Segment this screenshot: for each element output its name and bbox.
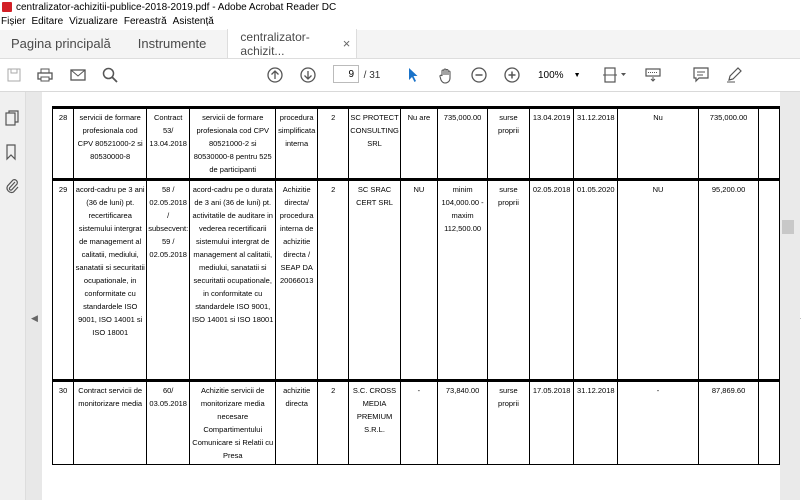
tab-bar bbox=[0, 30, 800, 59]
cell-total: 735,000.00 bbox=[698, 108, 758, 180]
pen-icon[interactable] bbox=[725, 65, 743, 85]
cell-procedura: procedura simplificata interna bbox=[276, 108, 318, 180]
zoom-in-icon[interactable] bbox=[503, 65, 521, 85]
search-icon[interactable] bbox=[101, 65, 119, 85]
cell-empty bbox=[759, 180, 780, 381]
tab-document[interactable] bbox=[227, 29, 357, 58]
email-icon[interactable] bbox=[69, 65, 87, 85]
tab-document-label: centralizator-achizit... bbox=[240, 29, 310, 58]
cell-nr: 30 bbox=[53, 381, 74, 465]
cell-empty bbox=[759, 108, 780, 180]
cell-nr-oferte: 2 bbox=[318, 108, 349, 180]
cell-subcontract: - bbox=[400, 381, 437, 465]
cell-ofertant: SC SRAC CERT SRL bbox=[349, 180, 401, 381]
cell-subcontract: Nu are bbox=[400, 108, 437, 180]
cell-descriere: acord-cadru pe o durata de 3 ani (36 de luni) pt. activitatile de auditare in vederea recertificarii sistemului intergrat de management al calitatii, mediului, sanatatii si securitatii ocupationale, in conformitate cu standardele ISO 9001, ISO 14001 si ISO 18001 bbox=[190, 180, 276, 381]
cell-valoare: 735,000.00 bbox=[437, 108, 487, 180]
page-total: / 31 bbox=[363, 69, 381, 81]
cell-end-date: 31.12.2018 bbox=[574, 381, 618, 465]
cell-contract: 58 / 02.05.2018 / subsecvent: 59 / 02.05.2018 bbox=[147, 180, 190, 381]
collapse-left-panel-icon[interactable]: ◀ bbox=[31, 313, 38, 323]
attachment-icon[interactable] bbox=[5, 178, 21, 194]
pdf-page bbox=[42, 92, 780, 500]
cell-extra: NU bbox=[618, 180, 699, 381]
vertical-scrollbar[interactable] bbox=[780, 92, 800, 500]
cell-end-date: 31.12.2018 bbox=[574, 108, 618, 180]
page-up-icon[interactable] bbox=[266, 65, 284, 85]
menu-help[interactable]: Asistență bbox=[172, 16, 214, 27]
cell-nr: 29 bbox=[53, 180, 74, 381]
cell-sursa: surse proprii bbox=[488, 180, 530, 381]
cell-sursa: surse proprii bbox=[488, 108, 530, 180]
cell-end-date: 01.05.2020 bbox=[574, 180, 618, 381]
menu-view[interactable]: Vizualizare bbox=[69, 16, 118, 27]
pages-icon[interactable] bbox=[5, 110, 21, 126]
cell-extra: Nu bbox=[618, 108, 699, 180]
fit-page-icon[interactable] bbox=[602, 65, 628, 85]
bookmark-icon[interactable] bbox=[5, 144, 21, 160]
tab-home[interactable]: Pagina principală bbox=[11, 36, 111, 51]
page-number-input[interactable]: 9 bbox=[333, 65, 359, 83]
cell-total: 95,200.00 bbox=[698, 180, 758, 381]
acrobat-app-icon bbox=[2, 2, 12, 12]
cell-ofertant: S.C. CROSS MEDIA PREMIUM S.R.L. bbox=[349, 381, 401, 465]
cell-start-date: 02.05.2018 bbox=[529, 180, 574, 381]
comment-icon[interactable] bbox=[692, 65, 710, 85]
cell-extra: - bbox=[618, 381, 699, 465]
table-row bbox=[53, 381, 780, 465]
cell-valoare: 73,840.00 bbox=[437, 381, 487, 465]
page-down-icon[interactable] bbox=[299, 65, 317, 85]
toolbar bbox=[0, 59, 800, 92]
cell-contract: 60/ 03.05.2018 bbox=[147, 381, 190, 465]
keyboard-icon[interactable] bbox=[644, 65, 662, 85]
zoom-out-icon[interactable] bbox=[470, 65, 488, 85]
cell-procedura: Achizitie directa/ procedura interna de achizitie directa / SEAP DA 20066013 bbox=[276, 180, 318, 381]
tab-tools[interactable]: Instrumente bbox=[137, 36, 207, 51]
hand-icon[interactable] bbox=[437, 65, 455, 85]
cell-nr-oferte: 2 bbox=[318, 381, 349, 465]
cell-contract: Contract 53/ 13.04.2018 bbox=[147, 108, 190, 180]
cell-subcontract: NU bbox=[400, 180, 437, 381]
cell-obiect: acord-cadru pe 3 ani (36 de luni) pt. recertificarea sistemului intergrat de management al calitatii, mediului, sanatatii si securitatii ocupationale, in conformitate cu standardele ISO 9001, ISO 14001 si ISO 18001 bbox=[74, 180, 147, 381]
cell-ofertant: SC PROTECT CONSULTING SRL bbox=[349, 108, 401, 180]
select-cursor-icon[interactable] bbox=[405, 65, 421, 85]
cell-descriere: servicii de formare profesionala cod CPV 80521000-2 si 80530000-8 pentru 525 de participanti bbox=[190, 108, 276, 180]
zoom-value: 100% bbox=[538, 69, 564, 81]
print-icon[interactable] bbox=[36, 65, 54, 85]
cell-nr: 28 bbox=[53, 108, 74, 180]
title-bar bbox=[0, 0, 800, 14]
cell-valoare: minim 104,000.00 - maxim 112,500.00 bbox=[437, 180, 487, 381]
close-tab-icon[interactable]: × bbox=[342, 36, 351, 51]
menu-file[interactable]: Fișier bbox=[1, 16, 26, 27]
cell-sursa: surse proprii bbox=[488, 381, 530, 465]
table-row bbox=[53, 108, 780, 180]
procurement-table bbox=[52, 106, 780, 465]
menu-edit[interactable]: Editare bbox=[31, 16, 64, 27]
left-nav-panel bbox=[0, 92, 26, 500]
cell-procedura: achizitie directa bbox=[276, 381, 318, 465]
cell-empty bbox=[759, 381, 780, 465]
save-icon[interactable] bbox=[6, 65, 22, 85]
menu-window[interactable]: Fereastră bbox=[123, 16, 167, 27]
scrollbar-thumb[interactable] bbox=[782, 220, 794, 234]
cell-total: 87,869.60 bbox=[698, 381, 758, 465]
chevron-down-icon: ▼ bbox=[573, 71, 581, 79]
menu-bar bbox=[0, 14, 800, 29]
cell-start-date: 17.05.2018 bbox=[529, 381, 574, 465]
table-row bbox=[53, 180, 780, 381]
window-title: centralizator-achizitii-publice-2018-2019.pdf - Adobe Acrobat Reader DC bbox=[16, 1, 337, 13]
cell-start-date: 13.04.2019 bbox=[529, 108, 574, 180]
zoom-select[interactable] bbox=[538, 65, 586, 85]
cell-obiect: Contract servicii de monitorizare media bbox=[74, 381, 147, 465]
cell-obiect: servicii de formare profesionala cod CPV 80521000-2 si 80530000-8 bbox=[74, 108, 147, 180]
cell-descriere: Achizitie servicii de monitorizare media necesare Compartimentului Comunicare si Relatii cu Presa bbox=[190, 381, 276, 465]
cell-nr-oferte: 2 bbox=[318, 180, 349, 381]
